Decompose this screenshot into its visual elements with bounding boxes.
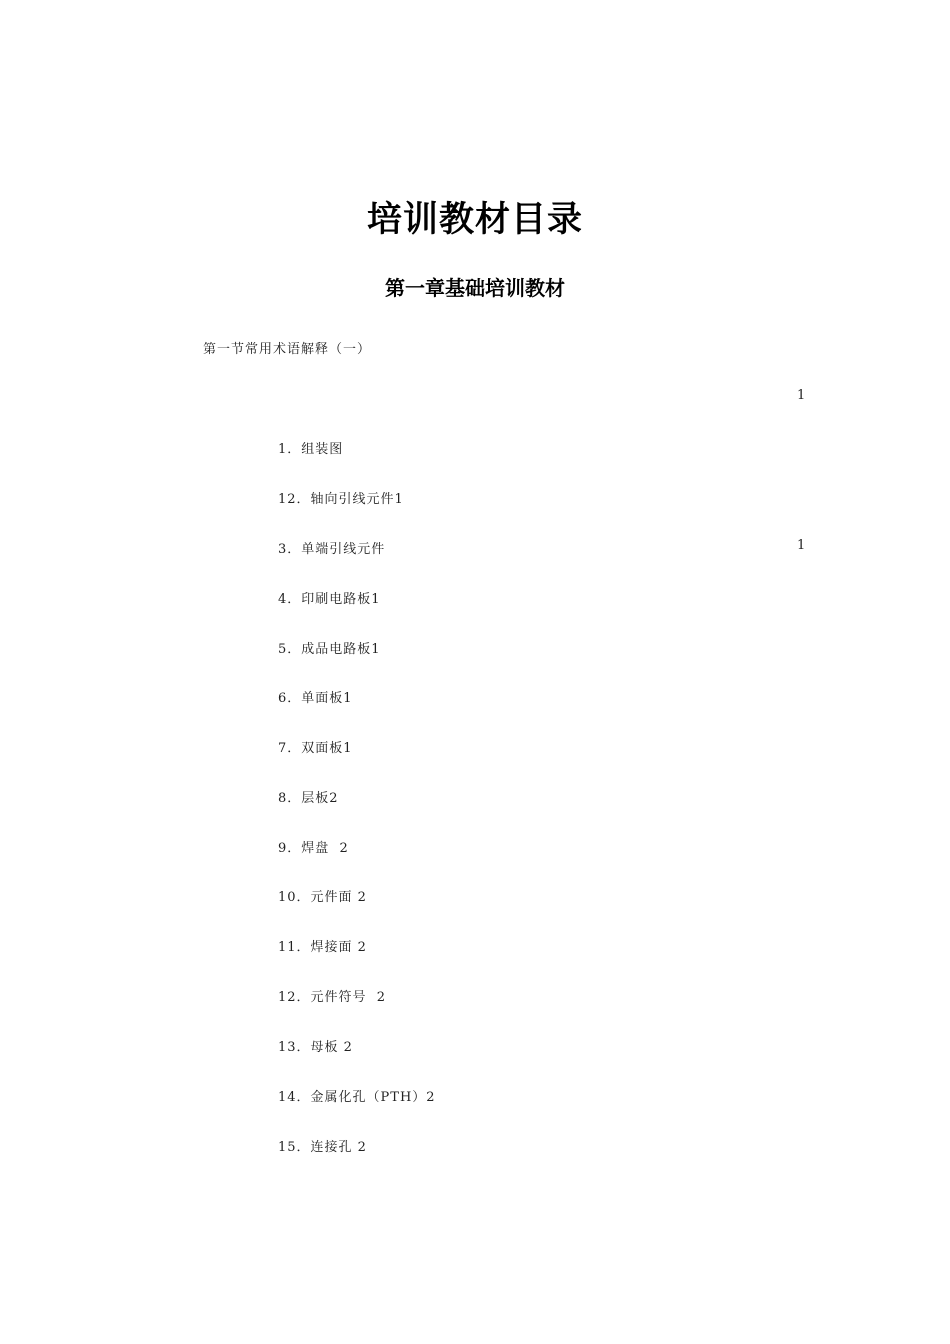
- toc-entry: 15．连接孔 2: [278, 1140, 367, 1155]
- toc-entry: 14．金属化孔（PTH）2: [278, 1090, 436, 1105]
- toc-entry: 5．成品电路板1: [278, 642, 381, 657]
- toc-entry: 9．焊盘 2: [278, 841, 349, 856]
- toc-entry: 8．层板2: [278, 791, 339, 806]
- toc-entry: 12．元件符号 2: [278, 990, 387, 1005]
- toc-entry: 12．轴向引线元件1: [278, 492, 404, 507]
- toc-entry-page-number: 1: [797, 538, 806, 553]
- toc-entry: 4．印刷电路板1: [278, 592, 381, 607]
- toc-entry: 11．焊接面 2: [278, 940, 367, 955]
- toc-entry: 10．元件面 2: [278, 890, 367, 905]
- section-page-number: 1: [797, 388, 806, 403]
- toc-entry: 7．双面板1: [278, 741, 353, 756]
- toc-entry: 1．组装图: [278, 442, 344, 457]
- toc-entry: 6．单面板1: [278, 691, 353, 706]
- document-title: 培训教材目录: [366, 199, 583, 240]
- section-heading: 第一节常用术语解释（一）: [203, 342, 372, 357]
- toc-entry: 13．母板 2: [278, 1040, 353, 1055]
- chapter-heading: 第一章基础培训教材: [385, 276, 565, 300]
- toc-entry: 3．单端引线元件: [278, 542, 386, 557]
